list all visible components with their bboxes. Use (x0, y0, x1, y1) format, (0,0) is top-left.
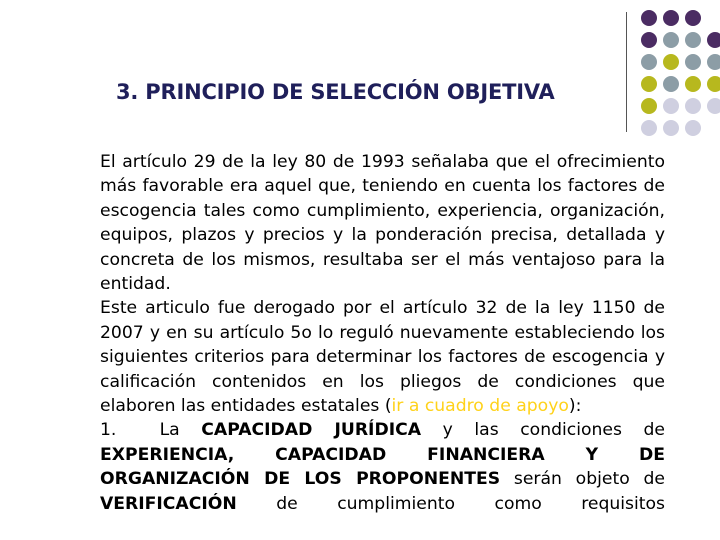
item-bold-1: CAPACIDAD JURÍDICA (201, 420, 422, 441)
decorative-dot (663, 98, 679, 114)
decorative-dot (707, 54, 720, 70)
item-text-2: y las condiciones de (442, 420, 666, 441)
divider-line (626, 12, 627, 132)
decorative-dot (685, 120, 701, 136)
decorative-dot (641, 98, 657, 114)
decorative-dot (707, 98, 720, 114)
decorative-dot (641, 32, 657, 48)
slide-body (100, 150, 665, 516)
decorative-dot (707, 32, 720, 48)
paragraph-2 (100, 296, 665, 418)
decorative-dot (641, 76, 657, 92)
paragraph-2-end: ): (568, 396, 582, 417)
list-item-1 (100, 418, 665, 516)
decorative-dot (663, 32, 679, 48)
support-table-link[interactable]: ir a cuadro de apoyo (391, 396, 569, 417)
decorative-dot (641, 10, 657, 26)
decorative-dot-grid (641, 10, 720, 140)
decorative-dot (685, 98, 701, 114)
item-text-1: La (159, 420, 180, 441)
item-bold-3: VERIFICACIÓN (100, 493, 237, 514)
decorative-dot (685, 32, 701, 48)
slide-title: 3. PRINCIPIO DE SELECCIÓN OBJETIVA (116, 80, 555, 104)
item-bold-2: EXPERIENCIA, CAPACIDAD FINANCIERA Y DE ORGANIZACIÓN DE LOS PROPONENTES (100, 444, 665, 490)
decorative-dot (663, 120, 679, 136)
paragraph-1: El artículo 29 de la ley 80 de 1993 señalaba que el ofrecimiento más favorable era aquel que, teniendo en cuenta los factores de escogencia tales como cumplimiento, experiencia, organización, equipos, plazos y precios y la ponderación precisa, detallada y concreta de los mismos, resultaba ser el más ventajoso para la entidad. (100, 152, 665, 295)
decorative-dot (685, 10, 701, 26)
decorative-dot (641, 120, 657, 136)
item-text-3: serán objeto de (513, 469, 665, 490)
decorative-dot (685, 76, 701, 92)
decorative-dot (641, 54, 657, 70)
decorative-dot (663, 76, 679, 92)
dot-grid (641, 10, 720, 136)
decorative-dot (663, 10, 679, 26)
paragraph-2-text: Este articulo fue derogado por el artículo 32 de la ley 1150 de 2007 y en su artículo 5o lo reguló nuevamente estableciendo los siguientes criterios para determinar los factores de escogencia y calificación contenidos en los pliegos de condiciones que elaboren las entidades estatales ( (100, 298, 665, 417)
decorative-dot (663, 54, 679, 70)
decorative-dot (685, 54, 701, 70)
item-number: 1. (100, 420, 117, 441)
decorative-dot (707, 76, 720, 92)
item-text-4: de cumplimiento como requisitos (276, 493, 665, 514)
